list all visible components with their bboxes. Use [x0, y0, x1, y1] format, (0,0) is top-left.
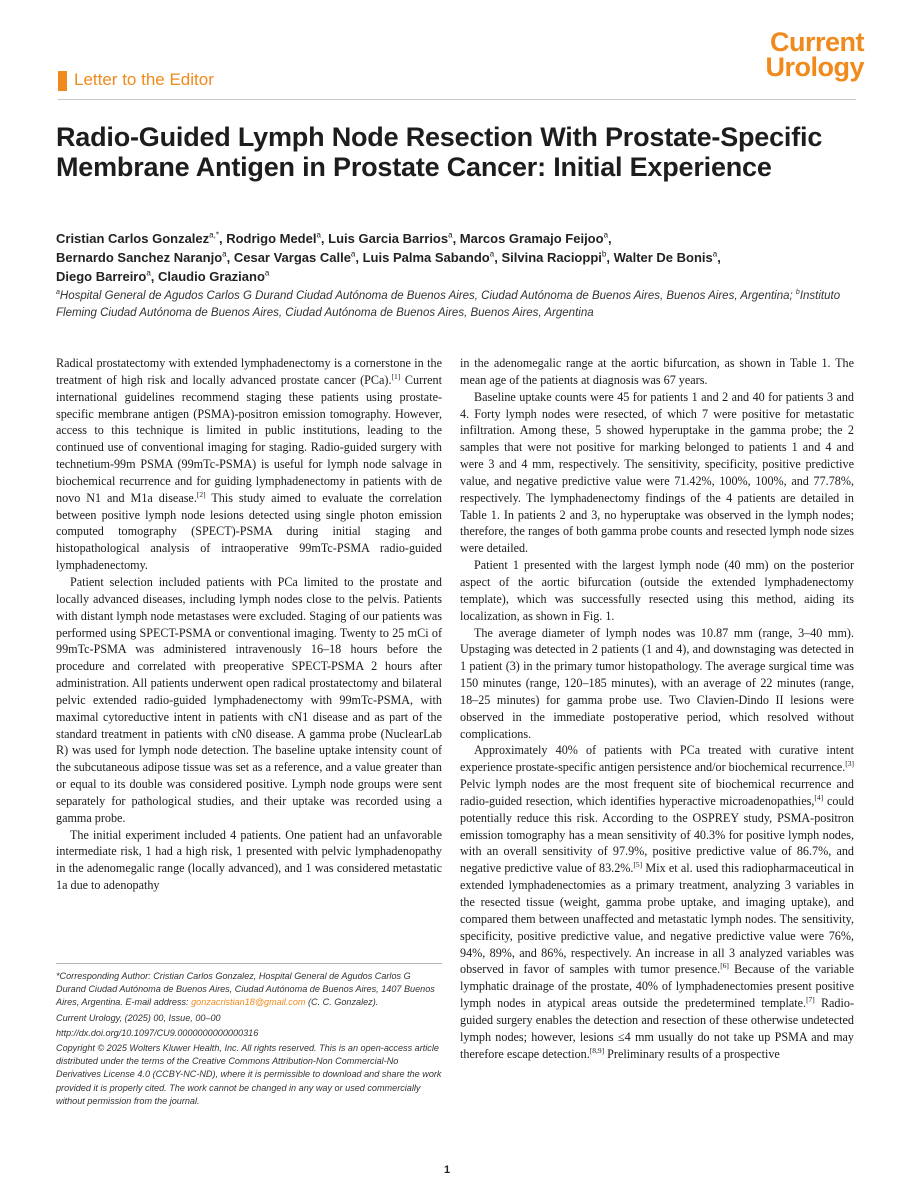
author-separator: , — [717, 250, 721, 265]
body-text: This study aimed to evaluate the correlation between positive lymph node lesions detected using single photon emission computed tomography (SPECT)-PSMA during initial staging and histopathological analysis of intraoperative 99mTc-PSMA radio-guided lymphadenectomy. — [56, 490, 442, 573]
body-column-left — [56, 355, 442, 955]
author-name: Rodrigo Medel — [226, 231, 317, 246]
author-name: Diego Barreiro — [56, 269, 147, 284]
reference-link[interactable]: [1] — [391, 371, 401, 381]
affiliation-text: Hospital General de Agudos Carlos G Durand Ciudad Autónoma de Buenos Aires, Ciudad Autónoma de Buenos Aires, Buenos Aires, Argentina; — [59, 290, 796, 302]
reference-link[interactable]: [3] — [845, 759, 855, 769]
body-text: Current international guidelines recommend staging these patients using prostate-specific membrane antigen (PSMA)-positron emission tomography. However, access to this technique is limited in public institutions, leading to the continued use of conventional imaging for staging. Radio-guided surgery with technetium-99m PSMA (99mTc-PSMA) is useful for lymph node salvage in biochemical recurrence and for guiding lymphadenectomy in patients with de novo N1 and M1a disease. — [56, 372, 442, 505]
body-paragraph — [56, 355, 442, 574]
author-affiliation-mark: b — [601, 249, 607, 259]
body-text: Preliminary results of a prospective — [604, 1046, 780, 1061]
page-number: 1 — [444, 1164, 451, 1176]
author-name: Luis Garcia Barrios — [328, 231, 449, 246]
author-name: Claudio Graziano — [158, 269, 265, 284]
author-name: Marcos Gramajo Feijoo — [459, 231, 604, 246]
author-affiliation-mark: a — [603, 230, 609, 240]
reference-link[interactable]: [2] — [196, 489, 206, 499]
author-separator: , — [606, 250, 614, 265]
footnote-text: (C. C. Gonzalez). — [305, 997, 379, 1008]
body-paragraph: The initial experiment included 4 patients. One patient had an unfavorable intermediate risk, 1 had a high risk, 1 presented with pelvic lymphadenopathy in the adenomegalic range (locally advanced), and 1 was considered metastatic 1a due to adenopathy — [56, 827, 442, 893]
author-name: Luis Palma Sabando — [362, 250, 490, 265]
author-name: Cesar Vargas Calle — [233, 250, 351, 265]
body-column-right — [460, 355, 854, 1175]
author-separator: , — [608, 231, 612, 246]
footnotes — [56, 970, 442, 1110]
journal-logo-line2: Urology — [765, 52, 864, 82]
author-affiliation-mark: a — [712, 249, 718, 259]
affiliation-text: Instituto Fleming Ciudad Autónoma de Buenos Aires, Ciudad Autónoma de Buenos Aires, Buenos Aires, Argentina — [56, 290, 841, 319]
reference-link[interactable]: [6] — [720, 961, 729, 971]
body-text: Approximately 40% of patients with PCa treated with curative intent experience prostate-specific antigen persistence and/or biochemical recurrence. — [460, 743, 854, 775]
author-affiliation-mark: a — [448, 230, 453, 240]
author-line — [56, 229, 856, 248]
copyright-note: Copyright © 2025 Wolters Kluwer Health, Inc. All rights reserved. This is an open-access article distributed under the terms of the Creative Commons Attribution-Non Commercial-No Derivatives License 4.0 (CCBY-NC-ND), where it is permissible to download and share the work provided it is properly cited. The work cannot be changed in any way or used commercially without permission from the journal. — [56, 1043, 442, 1106]
journal-logo — [765, 27, 864, 82]
author-affiliation-mark: a — [222, 249, 227, 259]
author-separator: , — [218, 231, 227, 246]
corresponding-author-note — [56, 970, 442, 1010]
body-paragraph: in the adenomegalic range at the aortic bifurcation, as shown in Table 1. The mean age of the patients at diagnosis was 67 years. — [460, 356, 854, 387]
body-text: could potentially reduce this risk. According to the OSPREY study, PSMA-positron emission tomography has a mean sensitivity of 40.3% for positive lymph nodes, with an overall sensitivity of 97.9%, positive predictive value of 86.7%, and negative predictive value of 83.2%. — [460, 793, 854, 876]
body-paragraph — [460, 742, 854, 1062]
author-separator: , — [150, 269, 158, 284]
author-affiliation-mark: a,* — [209, 230, 219, 240]
author-affiliation-mark: a — [350, 249, 356, 259]
journal-logo-line1: Current — [769, 27, 864, 57]
reference-link[interactable]: [5] — [633, 860, 643, 870]
author-affiliation-mark: a — [489, 249, 495, 259]
footnote-divider — [56, 963, 442, 964]
body-text: Radical prostatectomy with extended lymphadenectomy is a cornerstone in the treatment of high risk and locally advanced prostate cancer (PCa). — [56, 356, 442, 387]
author-list — [56, 229, 856, 286]
body-paragraph: Baseline uptake counts were 45 for patients 1 and 2 and 40 for patients 3 and 4. Forty lymph nodes were resected, of which 7 were positive for metastatic infiltration. Among these, 5 showed hyperuptake in the gamma probe; the 2 samples that were not positive for marking belonged to patients 1 and 4 and were 3 and 4 mm, respectively. The sensitivity, specificity, positive predictive value, and negative predictive value were 71.42%, 100%, 100%, and 77.78%, respectively. The lymphadenectomy findings of the 4 patients are detailed in Table 1. In patients 2 and 3, no hyperuptake was observed in the lymph nodes; therefore, the ranges of both gamma probe counts and resected lymph node sizes were detailed. — [460, 389, 854, 556]
body-paragraph: The average diameter of lymph nodes was 10.87 mm (range, 3–40 mm). Upstaging was detected in 2 patients (1 and 4), and downstaging was detected in 1 patient (3) in the primary tumor histopathology. The average surgical time was 150 minutes (range, 120–185 minutes), with an average of 22 minutes (range, 18–25 minutes) for gamma probe use. Two Clavien-Dindo II lesions were observed in the immediate postoperative period, which resolved without complications. — [460, 625, 854, 741]
reference-link[interactable]: [7] — [806, 995, 815, 1005]
doi-link[interactable]: http://dx.doi.org/10.1097/CU9.0000000000000316 — [56, 1027, 259, 1038]
author-affiliation-mark: a — [146, 268, 151, 278]
author-name: Walter De Bonis — [613, 250, 713, 265]
body-paragraph: Patient selection included patients with PCa limited to the prostate and locally advanced diseases, including lymph nodes close to the pelvis. Patients with distant lymph node metastases were excluded. Staging of our patients was performed using SPECT-PSMA or conventional imaging. Twenty to 25 mCi of 99mTc-PSMA was administered intravenously 16–18 hours before the procedure and correlated with preoperative SPECT-PSMA 2 hours after administration. All patients underwent open radical prostatectomy and bilateral pelvic extended radio-guided lymphadenectomy with 99mTc-PSMA, with maximal cytoreductive intent in patients with cN1 disease and as part of the standard treatment in patients with cN0 disease. A gamma probe (NuclearLab R) was used for lymph node detection. The baseline uptake intensity count of the subcutaneous adipose tissue was set as a reference, and a value greater than or equal to its double was considered positive. Lymph node groups were sent separately for pathological studies, and their uptake was recorded using a gamma probe. — [56, 574, 442, 825]
author-affiliation-mark: a — [264, 268, 270, 278]
reference-link[interactable]: [4] — [814, 792, 824, 802]
body-text: Because of the variable lymphatic drainage of the prostate, 40% of lymphadenectomies present positive lymph nodes in atypical areas outside the predetermined template. — [460, 962, 854, 1011]
affiliation-mark: b — [795, 289, 800, 297]
author-separator: , — [494, 250, 502, 265]
author-affiliation-mark: a — [316, 230, 321, 240]
author-separator: , — [226, 250, 234, 265]
author-line — [56, 248, 856, 267]
body-text: Mix et al. used this radiopharmaceutical in extended lymphadenectomies as a primary treatment, analyzing 3 variables in the resected tissue (weight, gamma probe uptake, and imaging uptake), and compared them between unaffected and metastatic lymph nodes. The sensitivity, specificity, positive predictive value, and negative predictive value were 76%, 94%, 89%, and 86%, respectively. An increase in all 3 analyzed variables was observed in favor of samples with tumor presence. — [460, 861, 855, 977]
affiliation-mark: a — [56, 289, 60, 297]
section-label: Letter to the Editor — [74, 70, 214, 89]
author-name: Bernardo Sanchez Naranjo — [56, 250, 223, 265]
author-name: Cristian Carlos Gonzalez — [56, 231, 210, 246]
article-title: Radio-Guided Lymph Node Resection With Prostate-Specific Membrane Antigen in Prostate Cancer: Initial Experience — [56, 122, 823, 182]
body-text: Pelvic lymph nodes are the most frequent site of biochemical recurrence and radio-guided resection, which identifies hyperactive microadenopathies, — [460, 777, 854, 808]
reference-link[interactable]: [8,9] — [589, 1045, 605, 1055]
citation-line: Current Urology, (2025) 00, Issue, 00–00 — [56, 1012, 221, 1023]
body-paragraph: Patient 1 presented with the largest lymph node (40 mm) on the posterior aspect of the aortic bifurcation (outside the extended lymphadenectomy template), which was successfully resected using this method, aiding its localization, as shown in Fig. 1. — [460, 558, 854, 623]
email-link[interactable]: gonzacristian18@gmail.com — [191, 997, 306, 1008]
author-separator: , — [320, 231, 329, 246]
body-text: Radio-guided surgery enables the detection and resection of these otherwise undetected lymph nodes; however, lesions ≤4 mm usually do not take up PSMA and may therefore escape detection. — [460, 996, 854, 1061]
author-separator: , — [452, 231, 460, 246]
author-name: Silvina Racioppi — [501, 250, 602, 265]
author-separator: , — [355, 250, 363, 265]
author-line — [56, 267, 856, 286]
footnote-text: *Corresponding Author: Cristian Carlos Gonzalez, Hospital General de Agudos Carlos G Durand Ciudad Autónoma de Buenos Aires, Ciudad Autónoma de Buenos Aires, 1407 Buenos Aires, Argentina. E-mail address: — [56, 971, 435, 1008]
affiliations — [56, 288, 856, 322]
section-marker — [58, 71, 67, 91]
section-divider — [58, 99, 856, 100]
